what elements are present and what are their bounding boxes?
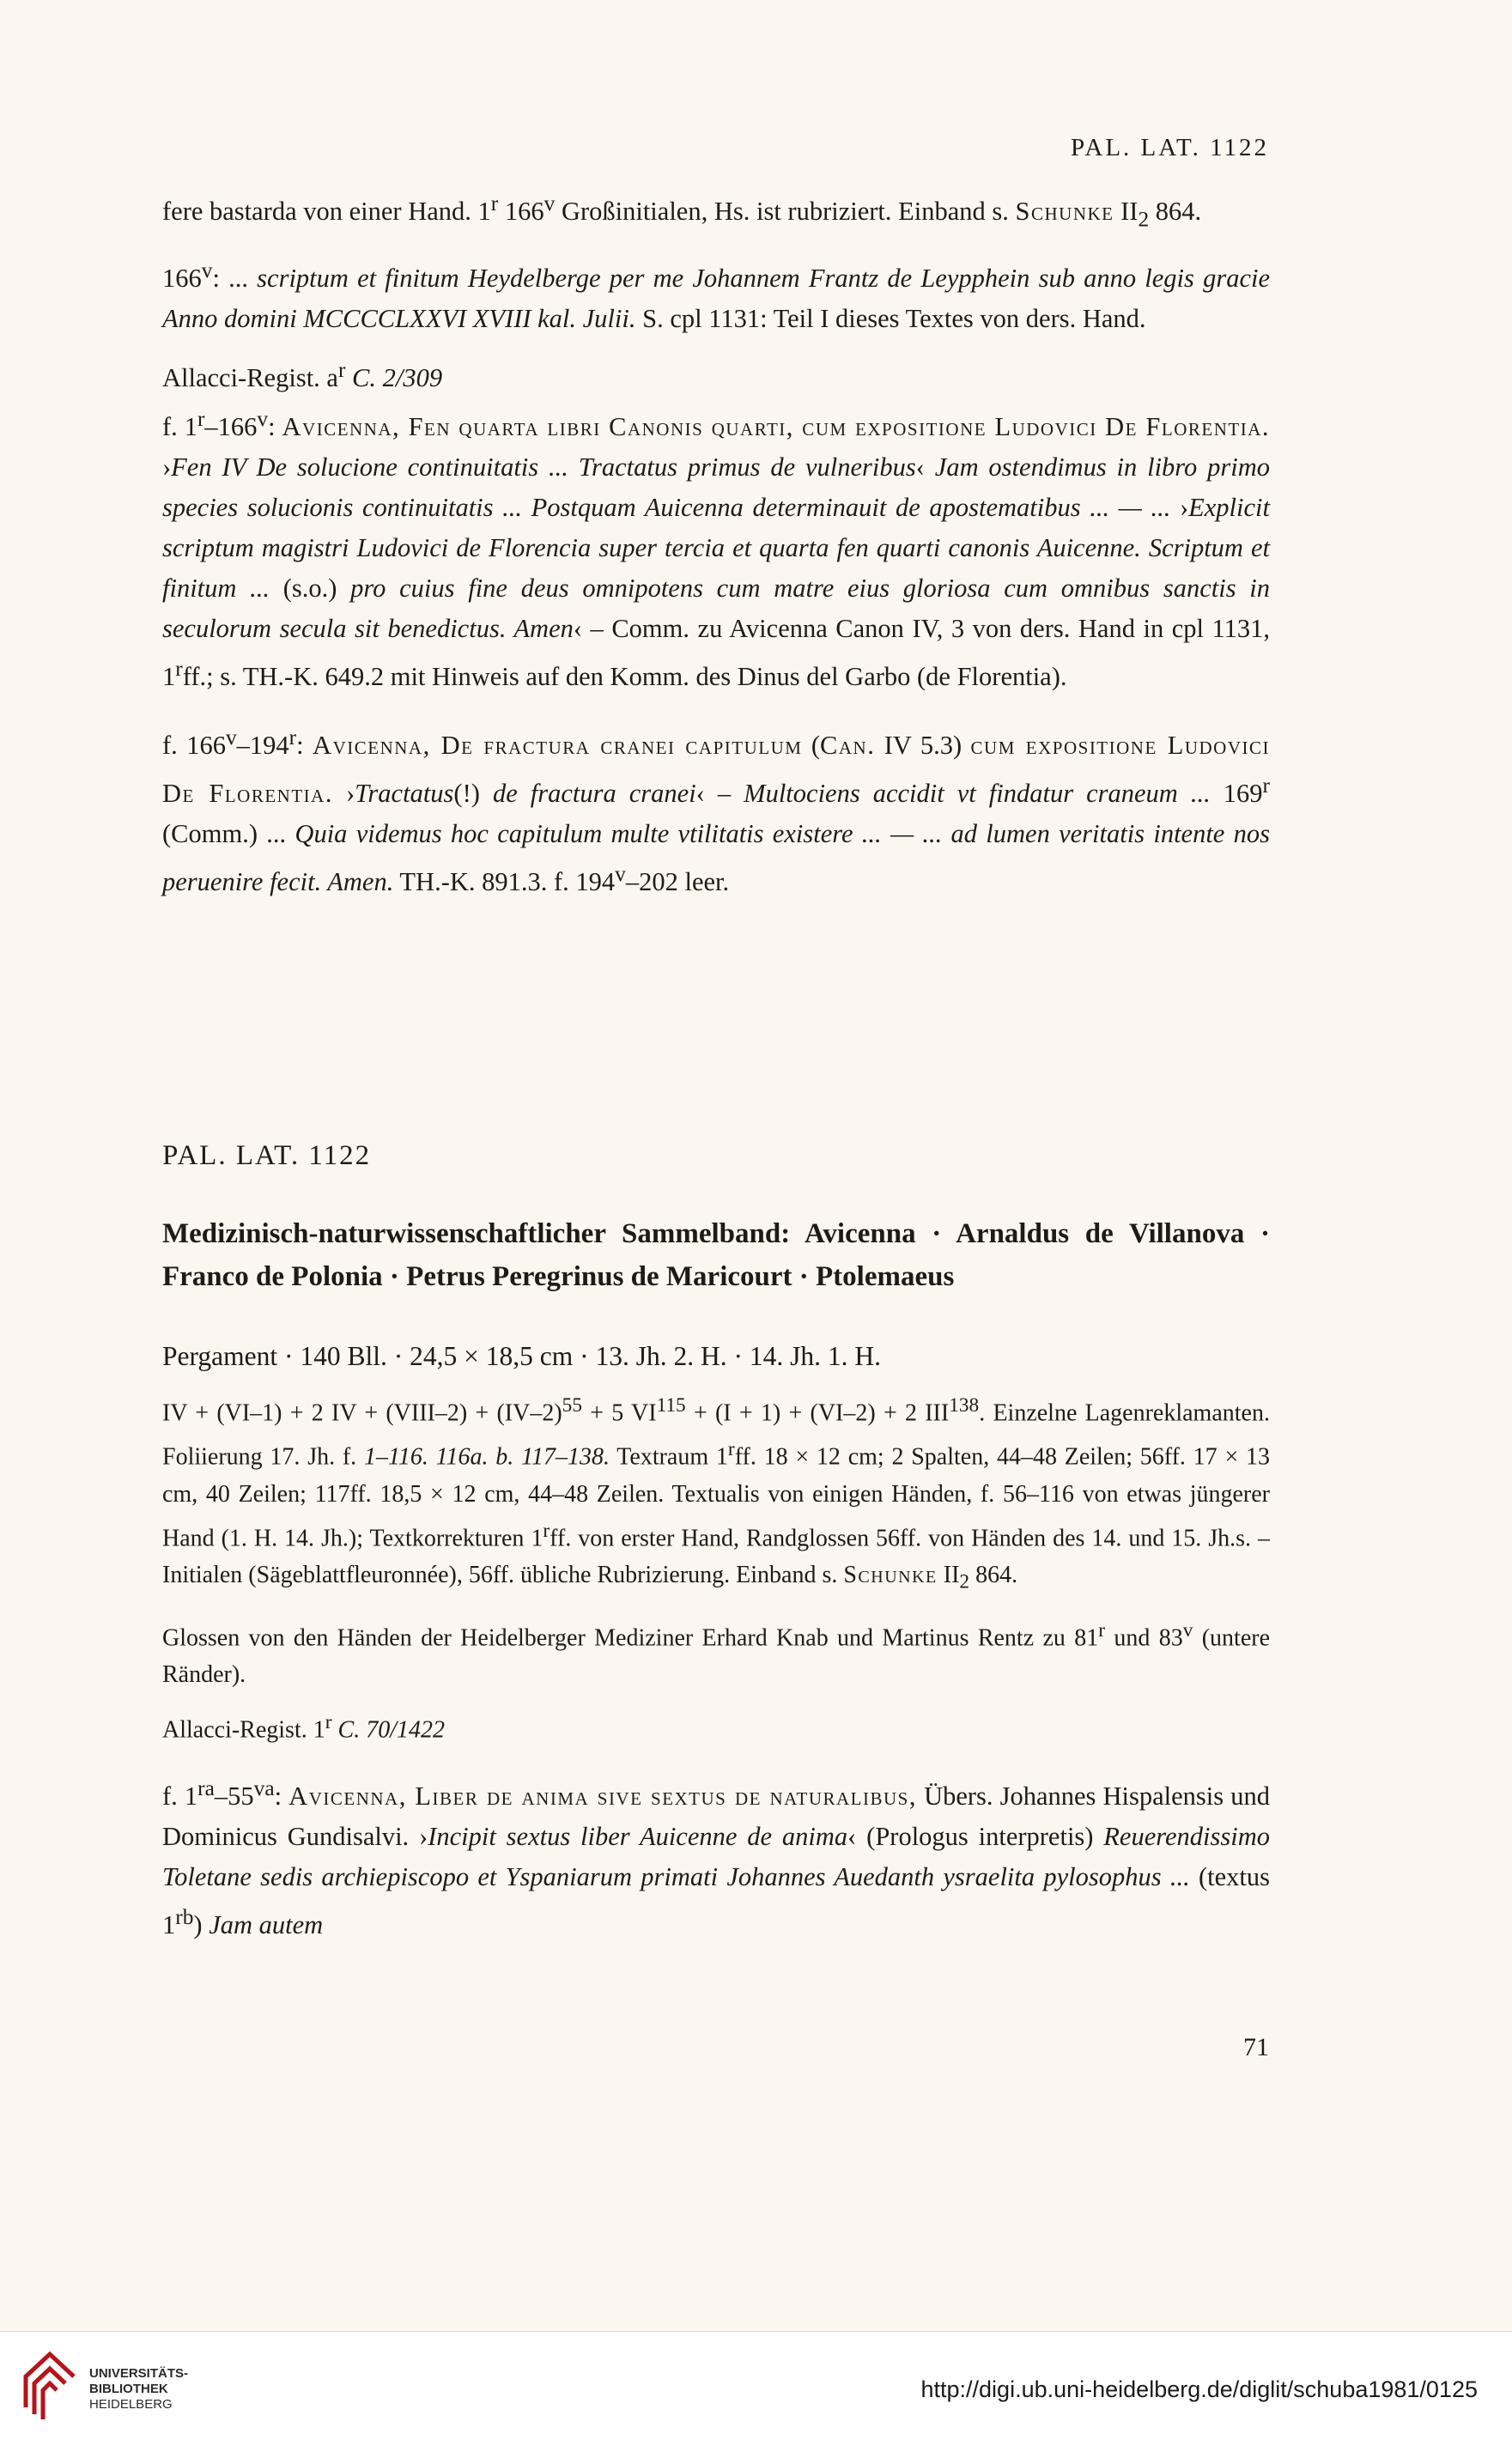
viewer-footer [0,2331,1512,2440]
paragraph-colophon: 166$^v$: ... scriptum et finitum Heydelberge per me Johannem Frantz de Leypphein sub anno legis gracie Anno domini MCCCCLXXVI XVIII kal. Julii. S. cpl 1131: Teil I dieses Textes von ders. Hand. [162,258,1271,334]
library-logo-icon [19,2347,81,2421]
paragraph-fen-quarta: f. 1$^r$–166$^v$: Avicenna, Fen quarta libri Canonis quarti, cum expositione Ludovici De Florentia. ›Fen IV De solucione continuitatis ... Tractatus primus de vulneribus‹ Jam ostendimus in libro primo species solucionis continuitatis ... Postquam Auicenna determinauit de apostematibus ... — ... ›Explicit scriptum magistri Ludovici de Florencia super tercia et quarta fen quarti canonis Auicenne. Scriptum et finitum ... (s.o.) pro cuius fine deus omnipotens cum matre eius gloriosa cum omnibus sanctis in seculorum secula sit benedictus. Amen‹ – Comm. zu Avicenna Canon IV, 3 von ders. Hand in cpl 1131, 1$^r$ff.; s. TH.-K. 649.2 mit Hinweis auf den Komm. des Dinus del Garbo (de Florentia). [162,406,1271,691]
section-title: PAL. LAT. 1122 [162,1140,372,1171]
paragraph-liber-de-anima: f. $1^{ra}-55^{va}$: Avicenna, Liber de anima sive sextus de naturalibus, Übers. Johannes Hispalensis und Dominicus Gundisalvi. ›Incipit sextus liber Auicenne de anima‹ (Prologus interpretis) Reuerendissimo Toletane sedis archiepiscopo et Yspaniarum primati Johannes Auedanth ysraelita pylosophus ... (textus $1^{rb}$) Jam autem [162,1776,1270,1940]
paragraph-collation: IV + (VI–1) + 2 IV + (VIII–2) + $(IV-2)^{55} + 5$ $VI^{115} + (I + 1) + (VI-2) + 2$ III$^{138}$. Einzelne Lagenreklamanten. Foliierung 17. Jh. f. 1–116. 116a. b. 117–138. Textraum 1$^r$ff. 18 × 12 cm; 2 Spalten, 44–48 Zeilen; 56ff. 17 × 13 cm, 40 Zeilen; 117ff. 18,5 × 12 cm, 44–48 Zeilen. Textualis von einigen Händen, f. 56–116 von etwas jüngerer Hand (1. H. 14. Jh.); Textkorrekturen 1$^r$ff. von erster Hand, Randglossen 56ff. von Händen des 14. und 15. Jh.s. – Initialen (Sägeblattfleuronnée), 56ff. übliche Rubrizierung. Einband s. Schunke $II_2$ 864. [162,1394,1271,1593]
paragraph-description: Pergament · 140 Bll. · 24,5 × 18,5 cm · 13. Jh. 2. H. · 14. Jh. 1. H. [162,1341,881,1371]
library-logo-text: UNIVERSITÄTS- BIBLIOTHEK HEIDELBERG [89,2366,189,2412]
paragraph-binding: fere bastarda von einer Hand. 1$^r$ 166$^v$ Großinitialen, Hs. ist rubriziert. Einband s. Schunke $II_2$ 864. [162,191,1202,232]
lower-entry [162,1336,1270,1946]
running-head: PAL. LAT. 1122 [1070,134,1269,161]
page-number: 71 [1243,2033,1269,2061]
paragraph-allacci-2: Allacci-Regist. 1$^r$ C. 70/1422 [162,1710,445,1744]
paragraph-allacci: Allacci-Regist. $a^r$ C. 2/309 [162,358,443,393]
paragraph-glossen: Glossen von den Händen der Heidelberger Mediziner Erhard Knab und Martinus Rentz zu 81$^r$ und 83$^v$ (untere Ränder). [162,1618,1270,1688]
permalink-url[interactable]: http://digi.ub.uni-heidelberg.de/diglit/schuba1981/0125 [920,2376,1478,2402]
section-heading: Medizinisch-naturwissenschaftlicher Sammelband: Avicenna · Arnaldus de Villanova · Franco de Polonia · Petrus Peregrinus de Maricourt · Ptolemaeus [162,1218,1270,1292]
paragraph-fractura-cranei: f. 166$^v$–194$^r$: Avicenna, De fractura cranei capitulum (Can. IV 5.3) cum expositione Ludovici De Florentia. ›Tractatus(!) de fractura cranei‹ – Multociens accidit vt findatur craneum ... 169$^r$ (Comm.) ... Quia videmus hoc capitulum multe vtilitatis existere ... — ... ad lumen veritatis intente nos peruenire fecit. Amen. TH.-K. 891.3. f. 194$^v$–202 leer. [162,725,1270,897]
upper-entry [162,184,1270,902]
